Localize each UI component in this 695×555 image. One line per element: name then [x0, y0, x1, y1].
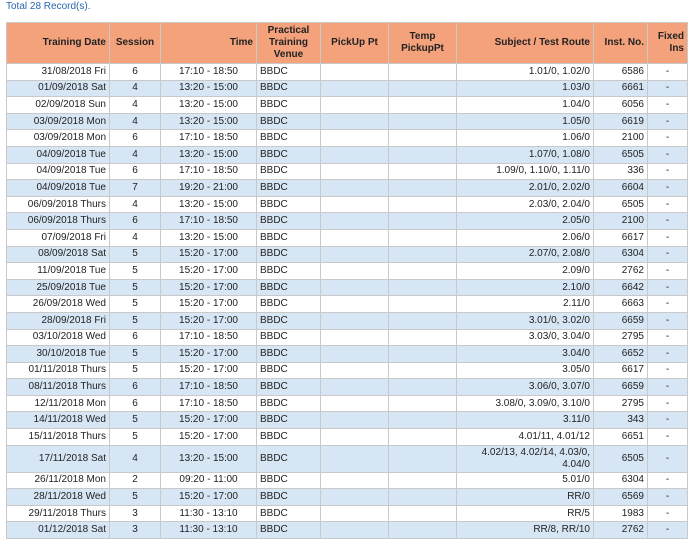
- cell-session: 5: [110, 296, 161, 313]
- cell-venue: BBDC: [257, 429, 321, 446]
- cell-training-date: 12/11/2018 Mon: [7, 395, 110, 412]
- cell-session: 3: [110, 505, 161, 522]
- cell-time: 17:10 - 18:50: [161, 64, 257, 81]
- col-header-temp-pickup[interactable]: Temp PickupPt: [389, 23, 457, 64]
- cell-training-date: 28/11/2018 Wed: [7, 489, 110, 506]
- cell-pickup: [321, 489, 389, 506]
- cell-subject: 5.01/0: [457, 472, 594, 489]
- table-row: [7, 163, 688, 180]
- cell-training-date: 29/11/2018 Thurs: [7, 505, 110, 522]
- cell-inst-no: 2762: [594, 263, 648, 280]
- table-row: [7, 296, 688, 313]
- cell-subject: 3.05/0: [457, 362, 594, 379]
- cell-temp-pickup: [389, 429, 457, 446]
- cell-subject: 2.10/0: [457, 279, 594, 296]
- cell-time: 15:20 - 17:00: [161, 489, 257, 506]
- cell-temp-pickup: [389, 196, 457, 213]
- cell-training-date: 26/09/2018 Wed: [7, 296, 110, 313]
- cell-pickup: [321, 113, 389, 130]
- cell-venue: BBDC: [257, 412, 321, 429]
- cell-time: 13:20 - 15:00: [161, 97, 257, 114]
- cell-subject: 3.11/0: [457, 412, 594, 429]
- cell-time: 15:20 - 17:00: [161, 412, 257, 429]
- cell-temp-pickup: [389, 163, 457, 180]
- cell-venue: BBDC: [257, 80, 321, 97]
- cell-subject: 3.01/0, 3.02/0: [457, 312, 594, 329]
- cell-venue: BBDC: [257, 379, 321, 396]
- cell-pickup: [321, 80, 389, 97]
- cell-session: 5: [110, 279, 161, 296]
- cell-inst-no: 2762: [594, 522, 648, 539]
- col-header-time[interactable]: Time: [161, 23, 257, 64]
- cell-temp-pickup: [389, 395, 457, 412]
- cell-venue: BBDC: [257, 312, 321, 329]
- cell-venue: BBDC: [257, 196, 321, 213]
- cell-time: 13:20 - 15:00: [161, 229, 257, 246]
- cell-temp-pickup: [389, 113, 457, 130]
- table-row: [7, 445, 688, 472]
- cell-venue: BBDC: [257, 445, 321, 472]
- table-row: [7, 213, 688, 230]
- cell-training-date: 26/11/2018 Mon: [7, 472, 110, 489]
- cell-venue: BBDC: [257, 395, 321, 412]
- cell-venue: BBDC: [257, 180, 321, 197]
- cell-temp-pickup: [389, 329, 457, 346]
- cell-session: 6: [110, 130, 161, 147]
- cell-inst-no: 6659: [594, 312, 648, 329]
- cell-temp-pickup: [389, 180, 457, 197]
- cell-venue: BBDC: [257, 246, 321, 263]
- cell-inst-no: 6659: [594, 379, 648, 396]
- cell-time: 13:20 - 15:00: [161, 445, 257, 472]
- cell-venue: BBDC: [257, 362, 321, 379]
- cell-time: 15:20 - 17:00: [161, 263, 257, 280]
- cell-pickup: [321, 395, 389, 412]
- cell-subject: 4.01/11, 4.01/12: [457, 429, 594, 446]
- cell-time: 17:10 - 18:50: [161, 329, 257, 346]
- cell-session: 4: [110, 113, 161, 130]
- cell-pickup: [321, 64, 389, 81]
- cell-pickup: [321, 472, 389, 489]
- cell-inst-no: 6663: [594, 296, 648, 313]
- cell-inst-no: 336: [594, 163, 648, 180]
- cell-temp-pickup: [389, 279, 457, 296]
- cell-training-date: 15/11/2018 Thurs: [7, 429, 110, 446]
- cell-subject: 2.06/0: [457, 229, 594, 246]
- cell-training-date: 06/09/2018 Thurs: [7, 196, 110, 213]
- cell-time: 17:10 - 18:50: [161, 379, 257, 396]
- cell-inst-no: 2795: [594, 329, 648, 346]
- cell-session: 5: [110, 489, 161, 506]
- cell-temp-pickup: [389, 522, 457, 539]
- cell-time: 17:10 - 18:50: [161, 395, 257, 412]
- cell-fixed-ins: -: [648, 445, 688, 472]
- table-row: [7, 113, 688, 130]
- col-header-fixed-ins[interactable]: Fixed Ins: [648, 23, 688, 64]
- cell-subject: 2.07/0, 2.08/0: [457, 246, 594, 263]
- cell-venue: BBDC: [257, 489, 321, 506]
- cell-time: 15:20 - 17:00: [161, 429, 257, 446]
- cell-training-date: 17/11/2018 Sat: [7, 445, 110, 472]
- cell-temp-pickup: [389, 296, 457, 313]
- cell-pickup: [321, 196, 389, 213]
- cell-inst-no: 2100: [594, 130, 648, 147]
- cell-time: 13:20 - 15:00: [161, 113, 257, 130]
- cell-session: 5: [110, 412, 161, 429]
- cell-fixed-ins: -: [648, 246, 688, 263]
- cell-inst-no: 6619: [594, 113, 648, 130]
- cell-training-date: 31/08/2018 Fri: [7, 64, 110, 81]
- cell-temp-pickup: [389, 505, 457, 522]
- cell-pickup: [321, 146, 389, 163]
- cell-subject: 3.04/0: [457, 346, 594, 363]
- cell-fixed-ins: -: [648, 263, 688, 280]
- cell-temp-pickup: [389, 229, 457, 246]
- cell-venue: BBDC: [257, 163, 321, 180]
- training-schedule-table: [6, 22, 688, 539]
- cell-fixed-ins: -: [648, 505, 688, 522]
- col-header-subject[interactable]: Subject / Test Route: [457, 23, 594, 64]
- cell-fixed-ins: -: [648, 279, 688, 296]
- cell-inst-no: 6304: [594, 472, 648, 489]
- cell-pickup: [321, 180, 389, 197]
- cell-session: 4: [110, 146, 161, 163]
- table-row: [7, 146, 688, 163]
- table-row: [7, 80, 688, 97]
- cell-training-date: 01/12/2018 Sat: [7, 522, 110, 539]
- cell-training-date: 01/09/2018 Sat: [7, 80, 110, 97]
- cell-venue: BBDC: [257, 97, 321, 114]
- cell-fixed-ins: -: [648, 412, 688, 429]
- cell-venue: BBDC: [257, 263, 321, 280]
- cell-training-date: 02/09/2018 Sun: [7, 97, 110, 114]
- cell-subject: RR/8, RR/10: [457, 522, 594, 539]
- cell-fixed-ins: -: [648, 113, 688, 130]
- cell-subject: 2.05/0: [457, 213, 594, 230]
- cell-training-date: 25/09/2018 Tue: [7, 279, 110, 296]
- cell-training-date: 08/11/2018 Thurs: [7, 379, 110, 396]
- cell-training-date: 03/09/2018 Mon: [7, 130, 110, 147]
- cell-pickup: [321, 412, 389, 429]
- cell-session: 6: [110, 395, 161, 412]
- cell-inst-no: 6304: [594, 246, 648, 263]
- cell-pickup: [321, 329, 389, 346]
- cell-venue: BBDC: [257, 296, 321, 313]
- cell-pickup: [321, 522, 389, 539]
- cell-fixed-ins: -: [648, 180, 688, 197]
- cell-pickup: [321, 445, 389, 472]
- cell-time: 13:20 - 15:00: [161, 196, 257, 213]
- table-row: [7, 130, 688, 147]
- table-row: [7, 97, 688, 114]
- cell-temp-pickup: [389, 489, 457, 506]
- table-row: [7, 472, 688, 489]
- cell-time: 15:20 - 17:00: [161, 296, 257, 313]
- cell-training-date: 08/09/2018 Sat: [7, 246, 110, 263]
- table-row: [7, 180, 688, 197]
- col-header-pickup[interactable]: PickUp Pt: [321, 23, 389, 64]
- table-header-row: [7, 23, 688, 64]
- cell-fixed-ins: -: [648, 196, 688, 213]
- cell-pickup: [321, 130, 389, 147]
- cell-time: 17:10 - 18:50: [161, 130, 257, 147]
- table-row: [7, 362, 688, 379]
- cell-temp-pickup: [389, 312, 457, 329]
- cell-training-date: 30/10/2018 Tue: [7, 346, 110, 363]
- cell-subject: 2.09/0: [457, 263, 594, 280]
- cell-pickup: [321, 97, 389, 114]
- cell-pickup: [321, 279, 389, 296]
- cell-session: 5: [110, 246, 161, 263]
- table-row: [7, 489, 688, 506]
- cell-inst-no: 343: [594, 412, 648, 429]
- table-row: [7, 196, 688, 213]
- cell-time: 15:20 - 17:00: [161, 312, 257, 329]
- cell-venue: BBDC: [257, 213, 321, 230]
- cell-training-date: 07/09/2018 Fri: [7, 229, 110, 246]
- cell-inst-no: 6617: [594, 229, 648, 246]
- cell-subject: 3.08/0, 3.09/0, 3.10/0: [457, 395, 594, 412]
- cell-inst-no: 6651: [594, 429, 648, 446]
- cell-inst-no: 6604: [594, 180, 648, 197]
- cell-session: 6: [110, 329, 161, 346]
- cell-subject: 1.01/0, 1.02/0: [457, 64, 594, 81]
- cell-training-date: 11/09/2018 Tue: [7, 263, 110, 280]
- cell-subject: 1.06/0: [457, 130, 594, 147]
- cell-session: 4: [110, 97, 161, 114]
- cell-temp-pickup: [389, 64, 457, 81]
- cell-subject: 2.01/0, 2.02/0: [457, 180, 594, 197]
- cell-training-date: 14/11/2018 Wed: [7, 412, 110, 429]
- cell-temp-pickup: [389, 346, 457, 363]
- cell-training-date: 28/09/2018 Fri: [7, 312, 110, 329]
- cell-fixed-ins: -: [648, 429, 688, 446]
- cell-temp-pickup: [389, 379, 457, 396]
- cell-fixed-ins: -: [648, 80, 688, 97]
- cell-venue: BBDC: [257, 279, 321, 296]
- col-header-venue[interactable]: Practical Training Venue: [257, 23, 321, 64]
- cell-fixed-ins: -: [648, 64, 688, 81]
- table-row: [7, 379, 688, 396]
- cell-inst-no: 6586: [594, 64, 648, 81]
- cell-time: 15:20 - 17:00: [161, 362, 257, 379]
- cell-session: 4: [110, 229, 161, 246]
- cell-session: 2: [110, 472, 161, 489]
- records-summary: Total 28 Record(s).: [6, 1, 91, 12]
- cell-venue: BBDC: [257, 329, 321, 346]
- cell-inst-no: 6642: [594, 279, 648, 296]
- cell-time: 11:30 - 13:10: [161, 522, 257, 539]
- cell-session: 4: [110, 80, 161, 97]
- cell-time: 09:20 - 11:00: [161, 472, 257, 489]
- cell-temp-pickup: [389, 246, 457, 263]
- cell-venue: BBDC: [257, 229, 321, 246]
- cell-inst-no: 6505: [594, 196, 648, 213]
- cell-fixed-ins: -: [648, 163, 688, 180]
- cell-fixed-ins: -: [648, 489, 688, 506]
- cell-temp-pickup: [389, 80, 457, 97]
- cell-venue: BBDC: [257, 113, 321, 130]
- cell-temp-pickup: [389, 130, 457, 147]
- cell-inst-no: 6505: [594, 146, 648, 163]
- cell-session: 6: [110, 213, 161, 230]
- cell-venue: BBDC: [257, 522, 321, 539]
- col-header-training-date[interactable]: Training Date: [7, 23, 110, 64]
- table-row: [7, 505, 688, 522]
- table-row: [7, 395, 688, 412]
- cell-subject: 1.03/0: [457, 80, 594, 97]
- cell-fixed-ins: -: [648, 296, 688, 313]
- cell-time: 15:20 - 17:00: [161, 279, 257, 296]
- cell-venue: BBDC: [257, 346, 321, 363]
- cell-fixed-ins: -: [648, 395, 688, 412]
- table-row: [7, 346, 688, 363]
- cell-training-date: 04/09/2018 Tue: [7, 180, 110, 197]
- cell-fixed-ins: -: [648, 146, 688, 163]
- cell-session: 6: [110, 64, 161, 81]
- cell-fixed-ins: -: [648, 362, 688, 379]
- cell-fixed-ins: -: [648, 213, 688, 230]
- cell-venue: BBDC: [257, 505, 321, 522]
- cell-session: 5: [110, 263, 161, 280]
- cell-subject: RR/5: [457, 505, 594, 522]
- cell-pickup: [321, 346, 389, 363]
- cell-temp-pickup: [389, 445, 457, 472]
- cell-training-date: 06/09/2018 Thurs: [7, 213, 110, 230]
- cell-subject: 2.03/0, 2.04/0: [457, 196, 594, 213]
- cell-fixed-ins: -: [648, 97, 688, 114]
- cell-temp-pickup: [389, 412, 457, 429]
- cell-inst-no: 6661: [594, 80, 648, 97]
- cell-session: 5: [110, 429, 161, 446]
- cell-temp-pickup: [389, 146, 457, 163]
- cell-session: 4: [110, 445, 161, 472]
- cell-pickup: [321, 429, 389, 446]
- cell-temp-pickup: [389, 97, 457, 114]
- cell-fixed-ins: -: [648, 229, 688, 246]
- cell-session: 4: [110, 196, 161, 213]
- cell-pickup: [321, 213, 389, 230]
- cell-pickup: [321, 362, 389, 379]
- cell-subject: 1.04/0: [457, 97, 594, 114]
- cell-pickup: [321, 246, 389, 263]
- cell-temp-pickup: [389, 263, 457, 280]
- table-row: [7, 279, 688, 296]
- cell-inst-no: 1983: [594, 505, 648, 522]
- cell-fixed-ins: -: [648, 312, 688, 329]
- cell-time: 13:20 - 15:00: [161, 80, 257, 97]
- cell-fixed-ins: -: [648, 472, 688, 489]
- cell-training-date: 03/09/2018 Mon: [7, 113, 110, 130]
- cell-venue: BBDC: [257, 472, 321, 489]
- cell-subject: 4.02/13, 4.02/14, 4.03/0, 4.04/0: [457, 445, 594, 472]
- table-row: [7, 64, 688, 81]
- cell-inst-no: 2795: [594, 395, 648, 412]
- col-header-session[interactable]: Session: [110, 23, 161, 64]
- cell-pickup: [321, 163, 389, 180]
- cell-temp-pickup: [389, 362, 457, 379]
- cell-inst-no: 6056: [594, 97, 648, 114]
- cell-temp-pickup: [389, 472, 457, 489]
- cell-pickup: [321, 229, 389, 246]
- cell-session: 7: [110, 180, 161, 197]
- cell-venue: BBDC: [257, 64, 321, 81]
- cell-subject: 3.03/0, 3.04/0: [457, 329, 594, 346]
- cell-training-date: 01/11/2018 Thurs: [7, 362, 110, 379]
- cell-subject: 2.11/0: [457, 296, 594, 313]
- cell-fixed-ins: -: [648, 130, 688, 147]
- cell-time: 15:20 - 17:00: [161, 346, 257, 363]
- table-row: [7, 229, 688, 246]
- table-row: [7, 312, 688, 329]
- cell-inst-no: 6569: [594, 489, 648, 506]
- table-row: [7, 246, 688, 263]
- cell-training-date: 04/09/2018 Tue: [7, 146, 110, 163]
- cell-subject: 1.07/0, 1.08/0: [457, 146, 594, 163]
- cell-pickup: [321, 379, 389, 396]
- cell-inst-no: 6617: [594, 362, 648, 379]
- cell-pickup: [321, 312, 389, 329]
- col-header-inst-no[interactable]: Inst. No.: [594, 23, 648, 64]
- cell-inst-no: 6652: [594, 346, 648, 363]
- cell-pickup: [321, 505, 389, 522]
- cell-session: 5: [110, 362, 161, 379]
- cell-time: 17:10 - 18:50: [161, 163, 257, 180]
- cell-time: 13:20 - 15:00: [161, 146, 257, 163]
- cell-session: 3: [110, 522, 161, 539]
- cell-time: 19:20 - 21:00: [161, 180, 257, 197]
- cell-subject: RR/0: [457, 489, 594, 506]
- cell-subject: 3.06/0, 3.07/0: [457, 379, 594, 396]
- table-row: [7, 522, 688, 539]
- cell-fixed-ins: -: [648, 379, 688, 396]
- cell-inst-no: 6505: [594, 445, 648, 472]
- table-row: [7, 429, 688, 446]
- cell-session: 6: [110, 379, 161, 396]
- table-row: [7, 412, 688, 429]
- cell-inst-no: 2100: [594, 213, 648, 230]
- cell-venue: BBDC: [257, 130, 321, 147]
- table-row: [7, 263, 688, 280]
- cell-fixed-ins: -: [648, 329, 688, 346]
- cell-fixed-ins: -: [648, 346, 688, 363]
- cell-temp-pickup: [389, 213, 457, 230]
- cell-subject: 1.09/0, 1.10/0, 1.11/0: [457, 163, 594, 180]
- cell-time: 15:20 - 17:00: [161, 246, 257, 263]
- cell-time: 17:10 - 18:50: [161, 213, 257, 230]
- cell-session: 5: [110, 346, 161, 363]
- cell-pickup: [321, 296, 389, 313]
- table-row: [7, 329, 688, 346]
- cell-training-date: 03/10/2018 Wed: [7, 329, 110, 346]
- cell-time: 11:30 - 13:10: [161, 505, 257, 522]
- cell-pickup: [321, 263, 389, 280]
- cell-subject: 1.05/0: [457, 113, 594, 130]
- cell-venue: BBDC: [257, 146, 321, 163]
- cell-fixed-ins: -: [648, 522, 688, 539]
- cell-training-date: 04/09/2018 Tue: [7, 163, 110, 180]
- cell-session: 5: [110, 312, 161, 329]
- cell-session: 6: [110, 163, 161, 180]
